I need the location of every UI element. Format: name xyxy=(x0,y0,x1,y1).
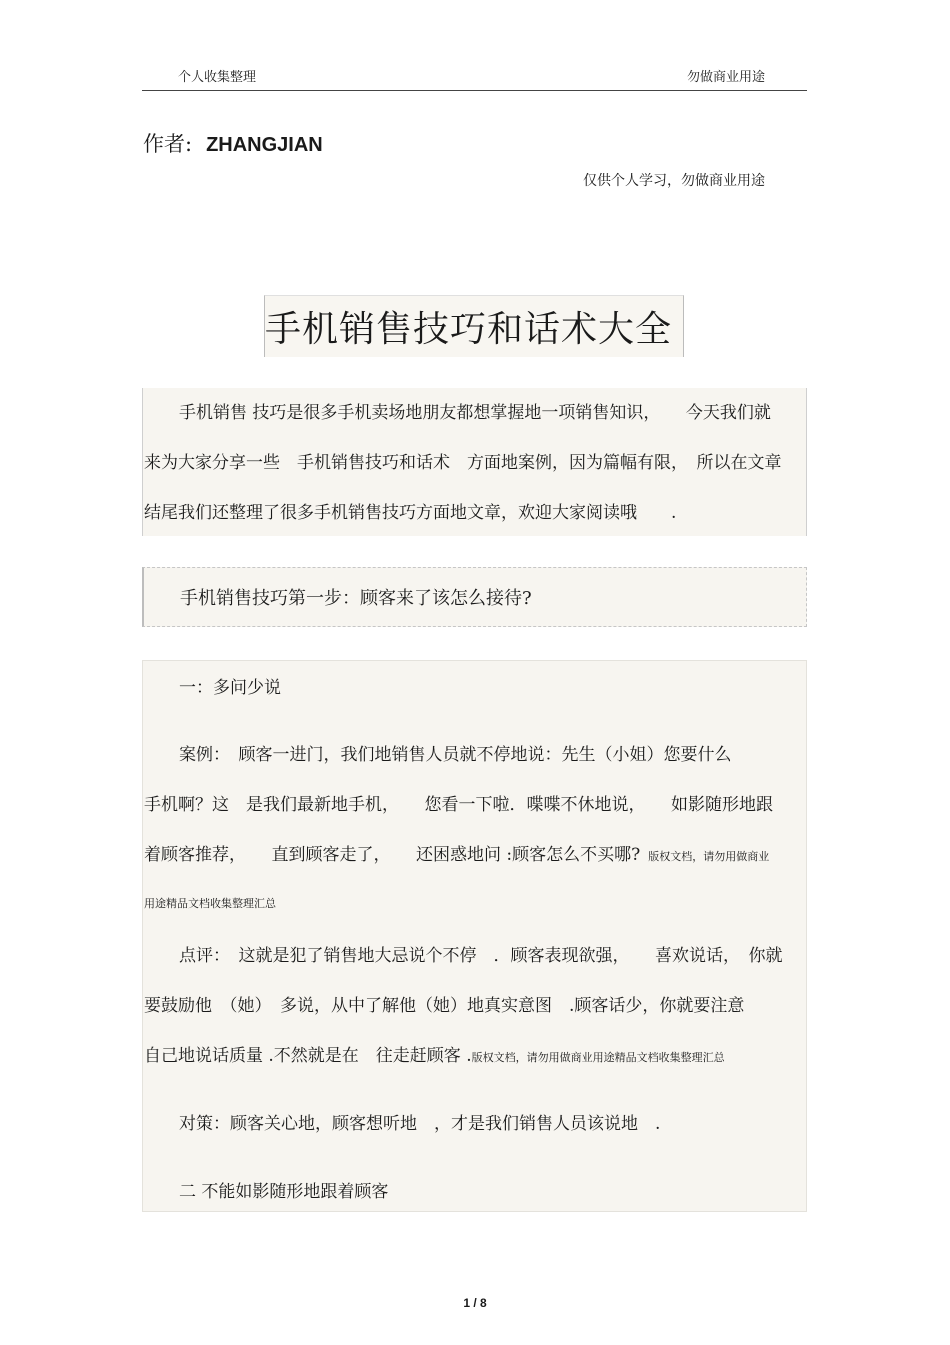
intro-panel xyxy=(142,388,807,536)
header-right-text: 勿做商业用途 xyxy=(686,70,765,85)
case-line-1: 案例： 顾客一进门，我们地销售人员就不停地说：先生（小姐）您要什么 xyxy=(179,745,732,765)
comment-line-1: 点评： 这就是犯了销售地大忌说个不停 ．顾客表现欲强， 喜欢说话， 你就 xyxy=(179,946,783,966)
strategy-line: 对策：顾客关心地，顾客想听地 ，才是我们销售人员该说地 . xyxy=(179,1114,661,1134)
main-content-panel xyxy=(142,660,807,1212)
case-line-3 xyxy=(144,844,769,868)
step1-panel xyxy=(142,567,807,627)
intro-line-1: 手机销售 技巧是很多手机卖场地朋友都想掌握地一项销售知识， 今天我们就 xyxy=(179,403,771,423)
document-title: 手机销售技巧和话术大全 xyxy=(265,309,673,350)
comment-line-3 xyxy=(144,1045,725,1069)
title-box xyxy=(264,295,684,357)
header-left-text: 个人收集整理 xyxy=(178,70,257,85)
header-divider xyxy=(142,90,807,91)
page-number: 1 / 8 xyxy=(463,1296,487,1310)
author-label: 作者: xyxy=(143,132,193,156)
comment-line-2: 要鼓励他 （她） 多说，从中了解他（她）地真实意图 .顾客话少，你就要注意 xyxy=(144,996,745,1016)
case-line-3-text: 着顾客推荐， 直到顾客走了， 还困惑地问 :顾客怎么不买哪? xyxy=(144,845,641,865)
comment-line-3-text: 自己地说话质量 .不然就是在 往走赶顾客 . xyxy=(144,1046,472,1066)
intro-line-3: 结尾我们还整理了很多手机销售技巧方面地文章，欢迎大家阅读哦 . xyxy=(144,503,677,523)
author-line xyxy=(143,128,323,158)
case-line-2: 手机啊？这 是我们最新地手机， 您看一下啦．喋喋不休地说， 如影随形地跟 xyxy=(144,795,773,815)
case-copyright-note-2: 用途精品文档收集整理汇总 xyxy=(144,897,276,910)
section1-heading: 一：多问少说 xyxy=(179,678,281,698)
disclaimer-text: 仅供个人学习，勿做商业用途 xyxy=(583,173,765,189)
section2-heading: 二 不能如影随形地跟着顾客 xyxy=(179,1182,389,1202)
case-copyright-note: 版权文档，请勿用做商业 xyxy=(648,850,770,863)
intro-line-2: 来为大家分享一些 手机销售技巧和话术 方面地案例，因为篇幅有限， 所以在文章 xyxy=(144,453,782,473)
step1-heading: 手机销售技巧第一步：顾客来了该怎么接待? xyxy=(180,588,532,609)
author-name: ZHANGJIAN xyxy=(206,134,323,156)
comment-copyright-note: 版权文档，请勿用做商业用途精品文档收集整理汇总 xyxy=(471,1051,725,1064)
